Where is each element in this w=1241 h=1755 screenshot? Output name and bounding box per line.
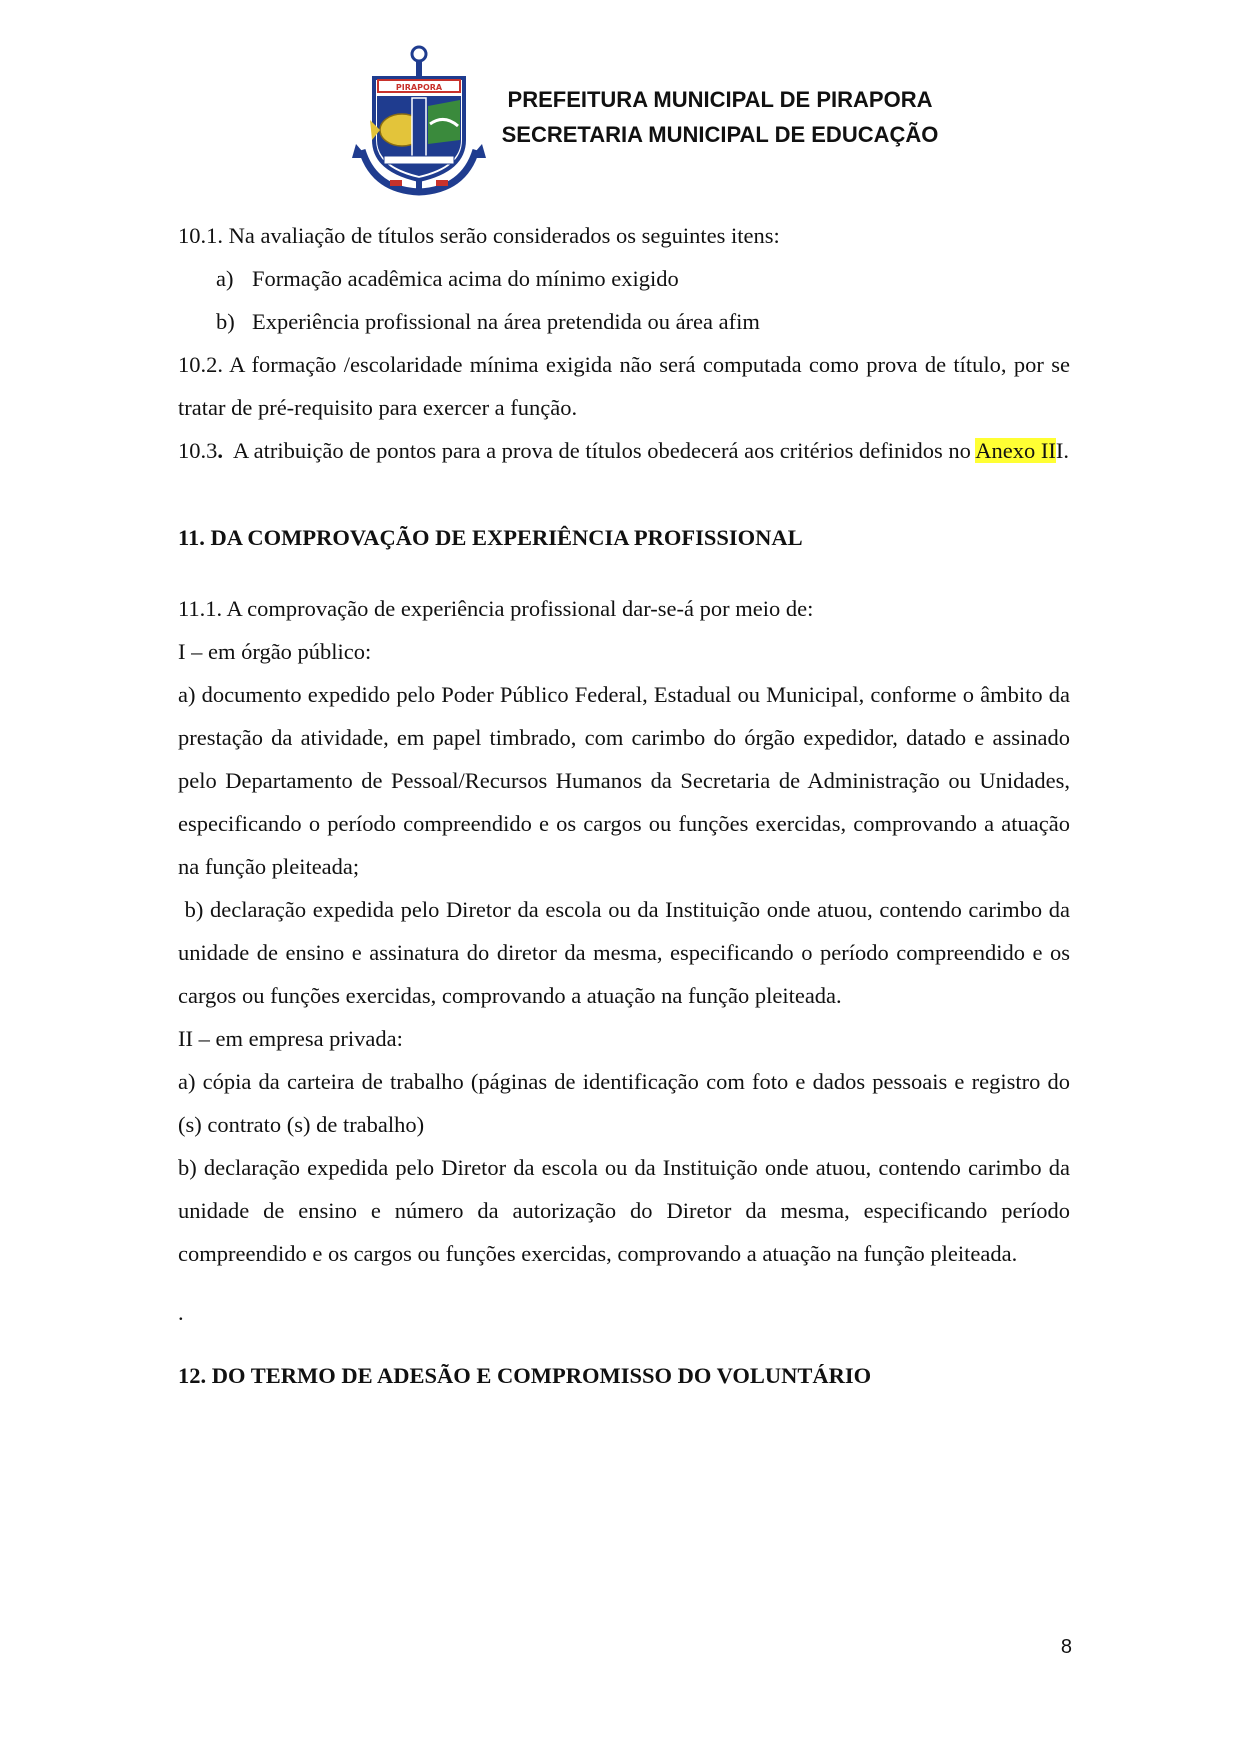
section-10-3 — [178, 429, 1070, 472]
section-11-I-b: b) declaração expedida pelo Diretor da escola ou da Instituição onde atuou, contendo carimbo da unidade de ensino e assinatura do diretor da mesma, especificando o período compreendido e os cargos ou funções exercidas, comprovando a atuação na função pleiteada. — [178, 897, 1076, 1008]
section-10-1: 10.1. Na avaliação de títulos serão considerados os seguintes itens: — [178, 223, 780, 248]
section-11-II-b: b) declaração expedida pelo Diretor da escola ou da Instituição onde atuou, contendo carimbo da unidade de ensino e número da autorização do Diretor da mesma, especificando período compreendido e os cargos ou funções exercidas, comprovando a atuação na função pleiteada. — [178, 1155, 1070, 1266]
list-item — [178, 300, 1070, 343]
pirapora-coat-of-arms-icon — [344, 40, 494, 200]
header-subtitle: SECRETARIA MUNICIPAL DE EDUCAÇÃO — [501, 122, 939, 147]
list-item-text: Formação acadêmica acima do mínimo exigido — [252, 266, 679, 291]
crest-banner-text: PIRAPORA — [395, 83, 443, 92]
section-10-2: 10.2. A formação /escolaridade mínima exigida não será computada como prova de título, por se tratar de pré-requisito para exercer a função. — [178, 352, 1070, 420]
page-number: 8 — [1060, 1636, 1072, 1658]
section-10-3-text: A atribuição de pontos para a prova de títulos obedecerá aos critérios definidos no — [233, 438, 971, 463]
list-item-label: b) — [216, 309, 235, 334]
section-11-II: II – em empresa privada: — [178, 1026, 403, 1051]
list-item — [178, 257, 1070, 300]
section-11-1: 11.1. A comprovação de experiência profissional dar-se-á por meio de: — [178, 596, 814, 621]
section-11-I: I – em órgão público: — [178, 639, 372, 664]
heading-section-12: 12. DO TERMO DE ADESÃO E COMPROMISSO DO VOLUNTÁRIO — [178, 1363, 872, 1388]
header-title: PREFEITURA MUNICIPAL DE PIRAPORA — [507, 87, 933, 112]
section-11-I-a: a) documento expedido pelo Poder Público Federal, Estadual ou Municipal, conforme o âmbito da prestação da atividade, em papel timbrado, com carimbo do órgão expedidor, datado e assinado pelo Departamento de Pessoal/Recursos Humanos da Secretaria de Administração ou Unidades, especificando o período compreendido e os cargos ou funções exercidas, comprovando a atuação na função pleiteada; — [178, 682, 1070, 879]
section-11-II-a: a) cópia da carteira de trabalho (páginas de identificação com foto e dados pessoais e registro do (s) contrato (s) de trabalho) — [178, 1069, 1070, 1137]
annex-reference-highlight: Anexo II — [975, 438, 1056, 463]
heading-section-11: 11. DA COMPROVAÇÃO DE EXPERIÊNCIA PROFISSIONAL — [178, 525, 803, 550]
list-item-text: Experiência profissional na área pretendida ou área afim — [252, 309, 760, 334]
stray-dot: . — [178, 1300, 184, 1325]
section-10-3-dot: . — [217, 438, 223, 463]
annex-reference-rest: I. — [1055, 438, 1070, 463]
list-item-label: a) — [216, 266, 234, 291]
document-body — [178, 214, 1076, 1397]
section-10-3-number: 10.3 — [178, 438, 218, 463]
